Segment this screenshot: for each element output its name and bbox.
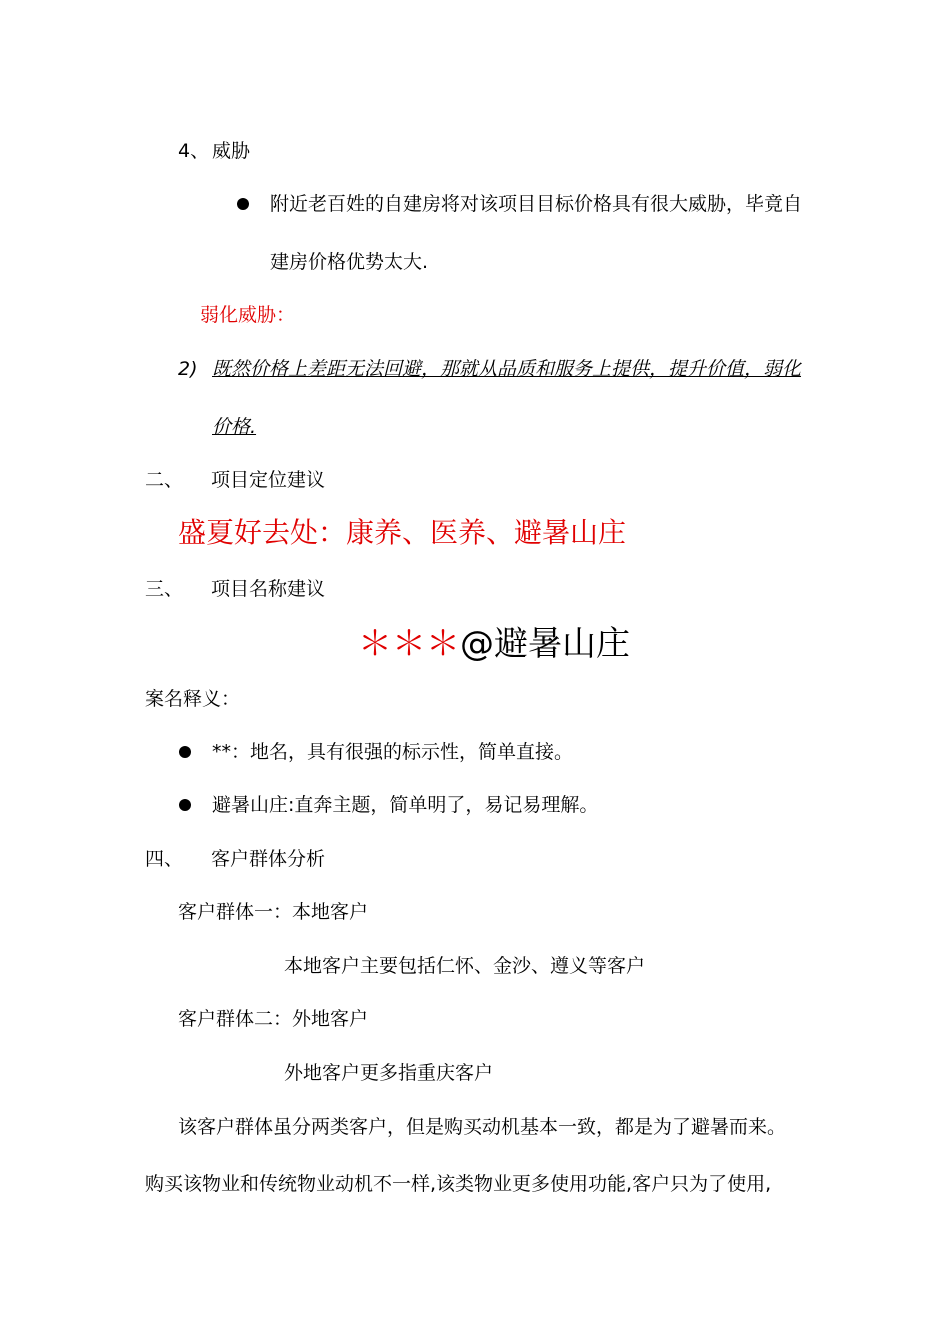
weaken-item-line1: 既然价格上差距无法回避，那就从品质和服务上提供，提升价值，弱化	[212, 358, 802, 380]
explanation-item-2: 避暑山庄:直奔主题，简单明了，易记易理解。	[212, 794, 599, 816]
analysis-paragraph-1: 该客户群体虽分两类客户，但是购买动机基本一致，都是为了避暑而来。	[178, 1116, 787, 1138]
explanation-item-1: **：地名，具有很强的标示性，简单直接。	[212, 741, 574, 763]
section3-title: 项目名称建议	[211, 578, 326, 600]
section4-number: 4、	[178, 140, 210, 162]
customer-group-2-desc: 外地客户更多指重庆客户	[284, 1062, 494, 1084]
threat-text-line2: 建房价格优势太大.	[270, 251, 429, 273]
section4b-number: 四、	[145, 848, 184, 870]
analysis-paragraph-2: 购买该物业和传统物业动机不一样,该类物业更多使用功能,客户只为了使用,	[145, 1173, 772, 1195]
positioning-slogan: 盛夏好去处：康养、医养、避暑山庄	[178, 516, 627, 549]
project-name	[358, 622, 630, 666]
section2-number: 二、	[145, 469, 184, 491]
bullet-icon	[179, 799, 191, 811]
customer-group-2: 客户群体二：外地客户	[178, 1008, 369, 1030]
section4-title: 威胁	[212, 140, 251, 162]
bullet-icon	[237, 198, 249, 210]
bullet-icon	[179, 746, 191, 758]
project-name-stars: ＊＊＊	[358, 624, 460, 664]
customer-group-1-desc: 本地客户主要包括仁怀、金沙、遵义等客户	[284, 955, 646, 977]
customer-group-1: 客户群体一：本地客户	[178, 901, 369, 923]
threat-text-line1: 附近老百姓的自建房将对该项目目标价格具有很大威胁，毕竟自	[270, 193, 803, 215]
name-explanation-label: 案名释义：	[145, 688, 241, 710]
section4b-title: 客户群体分析	[211, 848, 326, 870]
project-name-text: @避暑山庄	[460, 624, 630, 664]
weaken-item-number: 2)	[178, 358, 198, 380]
section3-number: 三、	[145, 578, 184, 600]
weaken-threat-label: 弱化威胁：	[200, 304, 296, 326]
section2-title: 项目定位建议	[211, 469, 326, 491]
weaken-item-line2: 价格.	[212, 416, 257, 438]
